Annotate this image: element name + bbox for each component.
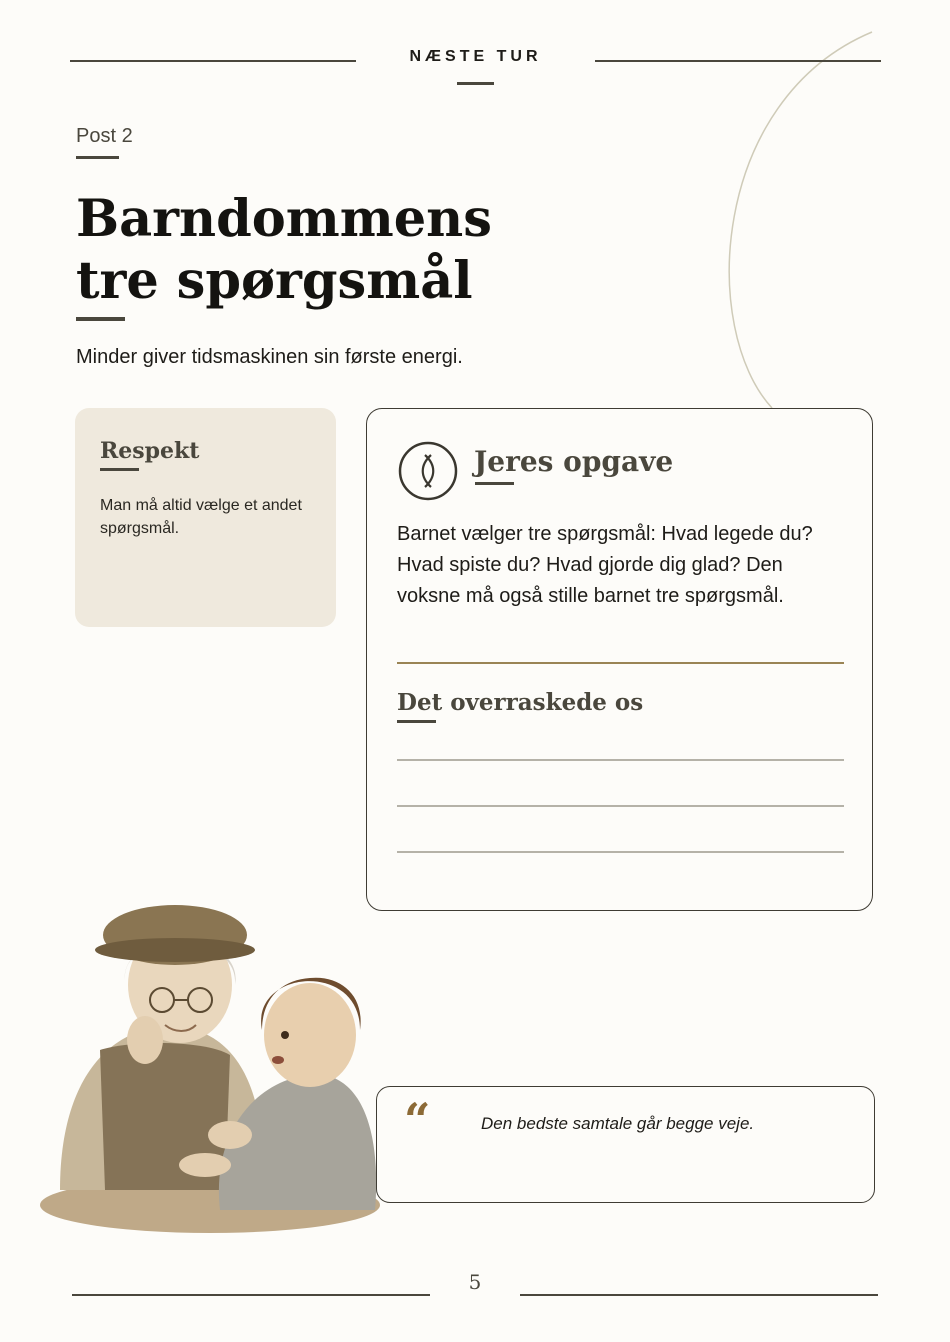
- title-underline: [76, 317, 125, 321]
- task-heading-underline: [475, 482, 514, 485]
- respekt-card: [75, 408, 336, 627]
- time-lens-icon: [398, 441, 458, 501]
- quote-text: Den bedste samtale går begge veje.: [481, 1114, 755, 1133]
- page-title-line1: Barndommens: [76, 189, 492, 249]
- surprise-heading: Det overraskede os: [397, 689, 644, 716]
- write-line-1[interactable]: [397, 759, 844, 761]
- task-heading: Jeres opgave: [474, 445, 674, 478]
- footer-rule-left: [72, 1294, 430, 1296]
- task-text: Barnet vælger tre spørgsmål: Hvad legede du? Hvad spiste du? Hvad gjorde dig glad? Den voksne må også stille barnet tre spørgsmål.: [397, 523, 813, 607]
- respekt-text: Man må altid vælge et andet spørgsmål.: [100, 497, 302, 537]
- page-number: 5: [468, 1270, 482, 1294]
- grandmother-and-boy-illustration: [40, 890, 380, 1235]
- subtitle: Minder giver tidsmaskinen sin første energi.: [76, 346, 463, 368]
- write-line-3[interactable]: [397, 851, 844, 853]
- post-underline: [76, 156, 119, 159]
- page-title: [76, 188, 636, 312]
- quote-card: [376, 1086, 875, 1203]
- respekt-heading: Respekt: [100, 438, 200, 464]
- quote-mark-icon: “: [404, 1093, 431, 1147]
- task-card: [366, 408, 873, 911]
- header-rule-left: [70, 60, 356, 62]
- respekt-underline: [100, 468, 139, 471]
- footer-rule-right: [520, 1294, 878, 1296]
- surprise-underline: [397, 720, 436, 723]
- post-label: Post 2: [76, 125, 133, 147]
- header-title: NÆSTE TUR: [409, 48, 542, 65]
- write-line-2[interactable]: [397, 805, 844, 807]
- task-divider: [397, 662, 844, 664]
- page-title-line2: tre spørgsmål: [76, 251, 473, 311]
- header-rule-right: [595, 60, 881, 62]
- header-tick: [457, 82, 494, 85]
